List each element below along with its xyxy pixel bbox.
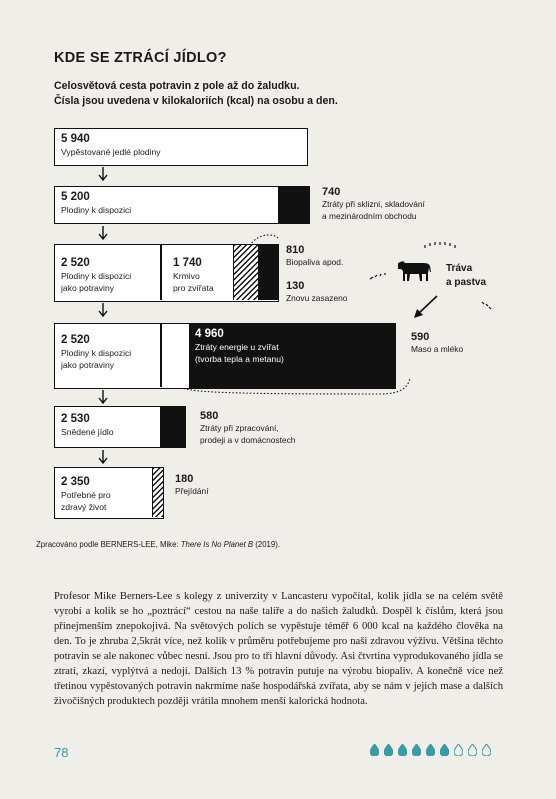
energy-loss-label-2: (tvorba tepla a metanu) [195, 354, 284, 364]
page-title: KDE SE ZTRÁCÍ JÍDLO? [54, 50, 227, 66]
meat-milk-value: 590 [411, 331, 430, 343]
biofuel-label: Biopaliva apod. [286, 257, 344, 267]
food-crops-label-2: jako potraviny [61, 283, 115, 293]
divider [160, 324, 162, 387]
processing-loss-label-2: prodeji a v domácnostech [200, 434, 296, 445]
body-paragraph: Profesor Mike Berners-Lee s kolegy z univerzity v Lancasteru vypočítal, kolik jídla se na celém světě vyrobí a kolik se ho „poztrácí“ cestou na naše talíře a do našich žaludků. Dospěl k číslům, která jsou přinejmenším znepokojivá. Na světových polích se vypěstuje téměř 6 000 kcal na každého člověka na den. To je zhruba 2,5krát více, než kolik v průměru potřebujeme pro naši zdravou výživu. Většina těchto potravin se ale nakonec vůbec nesní. Jsou pro to tři hlavní důvody. Asi čtvrtina vyprodukovaného jídla se ztratí, zkazí, vyplýtvá a nedojí. Dalších 13 % potravin putuje na výrobu biopaliv. A konečně více než třetinou vypěstovaných potravin nakrmíme naše hospodářská zvířata, aby se nám v jejich mase a dalších živočišných produktech později vrátila mnohem menší kalorická hodnota. [54, 591, 503, 707]
source-suffix: (2019). [253, 540, 280, 549]
overeating-annotation [175, 473, 209, 498]
needed-food-value: 2 350 [61, 476, 90, 488]
pasture-label-1: Tráva [446, 263, 473, 274]
pasture-label [446, 262, 486, 290]
biofuel-annotation [286, 244, 343, 269]
overeating-value: 180 [175, 473, 194, 485]
harvest-loss-annotation [322, 186, 425, 222]
grown-crops-value: 5 940 [61, 133, 90, 145]
water-drop-icon [398, 744, 407, 756]
needed-food-label-2: zdravý život [61, 502, 107, 512]
energy-loss-label-1: Ztráty energie u zvířat [195, 342, 279, 352]
body-paragraph-block [54, 589, 503, 709]
needed-food-label-1: Potřebné pro [61, 490, 111, 500]
processing-loss-label-1: Ztráty při zpracování, [200, 423, 279, 433]
resown-bar [258, 245, 278, 300]
animal-feed-label-2: pro zvířata [173, 283, 214, 293]
processing-loss-value: 580 [200, 410, 219, 422]
harvest-loss-label-1: Ztráty při sklizni, skladování [322, 199, 425, 209]
water-drop-icon [468, 744, 477, 756]
box-needed-food [54, 467, 164, 519]
biofuel-value: 810 [286, 244, 305, 256]
cow-icon [396, 257, 434, 283]
animal-feed-label-1: Krmivo [173, 271, 200, 281]
overeating-label: Přejídání [175, 486, 209, 496]
food-crops-label-1: Plodiny k dispozici [61, 271, 132, 281]
box-available-crops [54, 186, 310, 224]
food-crops-2-value: 2 520 [61, 334, 90, 346]
food-crops-value: 2 520 [61, 257, 90, 269]
pasture-label-2: a pastva [446, 277, 487, 288]
water-drop-icon [384, 744, 393, 756]
water-drop-icon [440, 744, 449, 756]
available-crops-value: 5 200 [61, 191, 90, 203]
water-drop-icon [482, 744, 491, 756]
grown-crops-label: Vypěstované jedlé plodiny [61, 147, 161, 157]
source-prefix: Zpracováno podle BERNERS-LEE, Mike: [36, 540, 181, 549]
resown-label: Znovu zasazeno [286, 293, 348, 303]
water-drop-icon [370, 744, 379, 756]
food-crops-2-label-2: jako potraviny [61, 360, 115, 370]
harvest-loss-value: 740 [322, 186, 341, 198]
resown-value: 130 [286, 280, 305, 292]
infographic-subtitle-line-2: Čísla jsou uvedena v kilokaloriích (kcal) na osobu a den. [54, 95, 338, 107]
biofuel-bar [233, 245, 259, 300]
food-crops-2-label-1: Plodiny k dispozici [61, 348, 132, 358]
animal-feed-value: 1 740 [173, 257, 202, 269]
available-crops-label: Plodiny k dispozici [61, 205, 132, 215]
page-number: 78 [54, 745, 69, 760]
water-drop-icon [454, 744, 463, 756]
box-row3 [54, 244, 279, 302]
animal-energy-loss-bar [189, 323, 396, 389]
eaten-food-label: Snědené jídlo [61, 427, 114, 437]
meat-milk-annotation [411, 331, 463, 356]
box-grown-crops [54, 128, 308, 166]
eaten-food-value: 2 530 [61, 413, 90, 425]
water-drop-icon [426, 744, 435, 756]
overeating-bar [152, 468, 163, 517]
source-title: There Is No Planet B [180, 540, 254, 549]
processing-loss-bar [160, 406, 186, 448]
resown-annotation [286, 280, 347, 305]
source-citation [36, 540, 280, 549]
box-eaten-food [54, 406, 186, 448]
processing-loss-annotation [200, 410, 295, 446]
water-drop-icon [412, 744, 421, 756]
divider [160, 245, 162, 300]
infographic-subtitle-line-1: Celosvětová cesta potravin z pole až do žaludku. [54, 80, 300, 92]
harvest-loss-bar [278, 186, 310, 224]
harvest-loss-label-2: a mezinárodním obchodu [322, 210, 417, 221]
energy-loss-value: 4 960 [195, 328, 224, 340]
box-row4 [54, 323, 396, 389]
meat-milk-label: Maso a mléko [411, 344, 464, 354]
